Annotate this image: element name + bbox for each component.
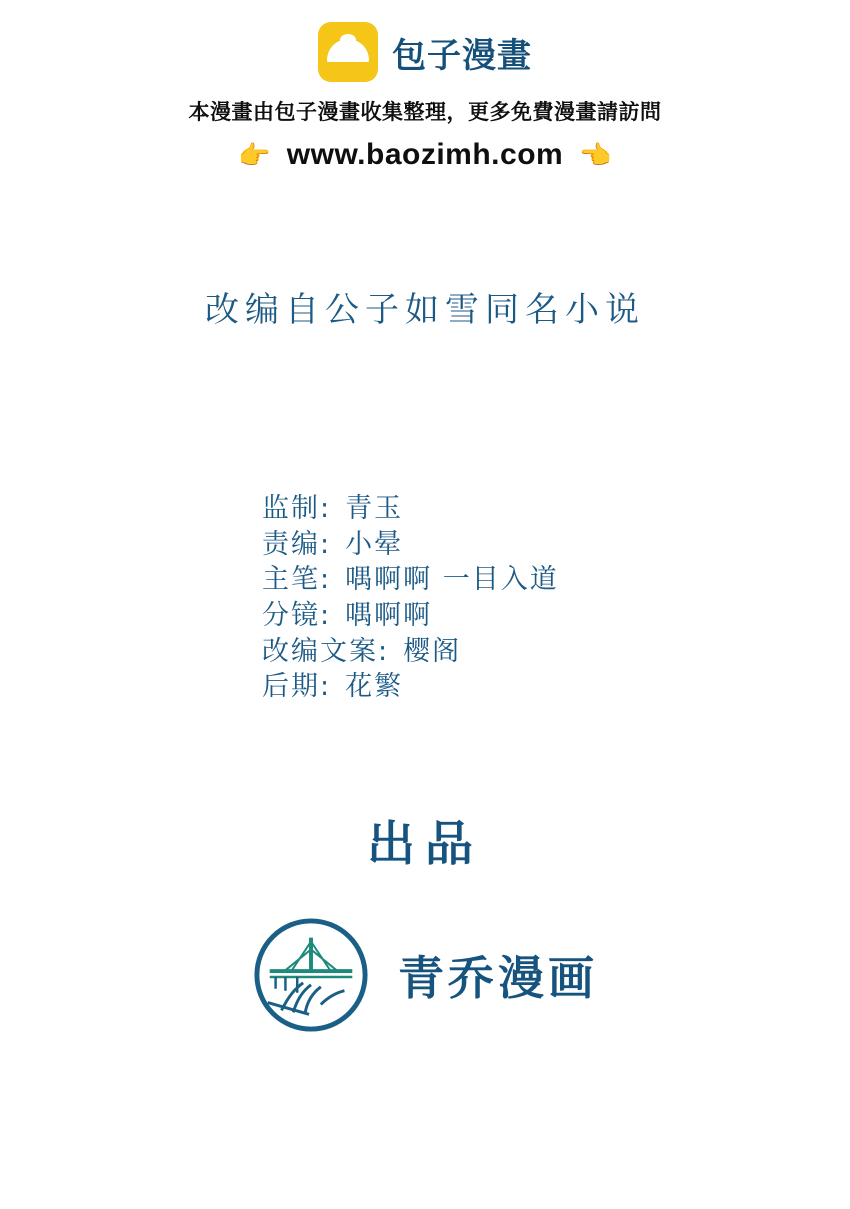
credit-row xyxy=(262,527,850,563)
pointing-hand-left-icon: 👈 xyxy=(579,140,612,170)
credit-value: 喁啊啊 一目入道 xyxy=(345,564,559,596)
presented-label: 出品 xyxy=(366,815,483,872)
credit-row xyxy=(262,598,850,634)
credit-role: 改编文案: xyxy=(262,635,390,667)
credit-role: 分镜: xyxy=(262,599,332,631)
pointing-hand-right-icon: 👉 xyxy=(238,140,271,170)
credit-role: 后期: xyxy=(262,671,332,703)
brand-name: 包子漫畫 xyxy=(392,36,532,75)
credit-value: 青玉 xyxy=(345,493,404,524)
credit-row xyxy=(262,669,850,705)
credit-role: 主笔: xyxy=(262,564,332,596)
adaptation-note: 改编自公子如雪同名小说 xyxy=(205,290,645,330)
credit-row xyxy=(262,491,850,527)
credit-row xyxy=(262,634,850,670)
site-url[interactable]: www.baozimh.com xyxy=(286,138,564,171)
credit-role: 监制: xyxy=(262,493,332,524)
credit-role: 责编: xyxy=(262,528,332,560)
baozi-bun-icon xyxy=(318,22,378,82)
watermark-header xyxy=(0,0,850,172)
brand-row xyxy=(0,22,850,82)
studio-row xyxy=(0,916,850,1034)
studio-name: 青乔漫画 xyxy=(398,950,598,1005)
promo-text: 本漫畫由包子漫畫收集整理，更多免費漫畫請訪問 xyxy=(188,101,662,124)
credit-row xyxy=(262,562,850,598)
credit-value: 花繁 xyxy=(345,671,404,703)
credit-value: 喁啊啊 xyxy=(345,599,433,631)
credit-value: 小晕 xyxy=(345,528,404,560)
site-url-row xyxy=(0,138,850,172)
qingqiao-circle-logo-icon xyxy=(252,916,370,1034)
credit-value: 樱阁 xyxy=(403,635,462,667)
credits-list xyxy=(0,491,850,705)
